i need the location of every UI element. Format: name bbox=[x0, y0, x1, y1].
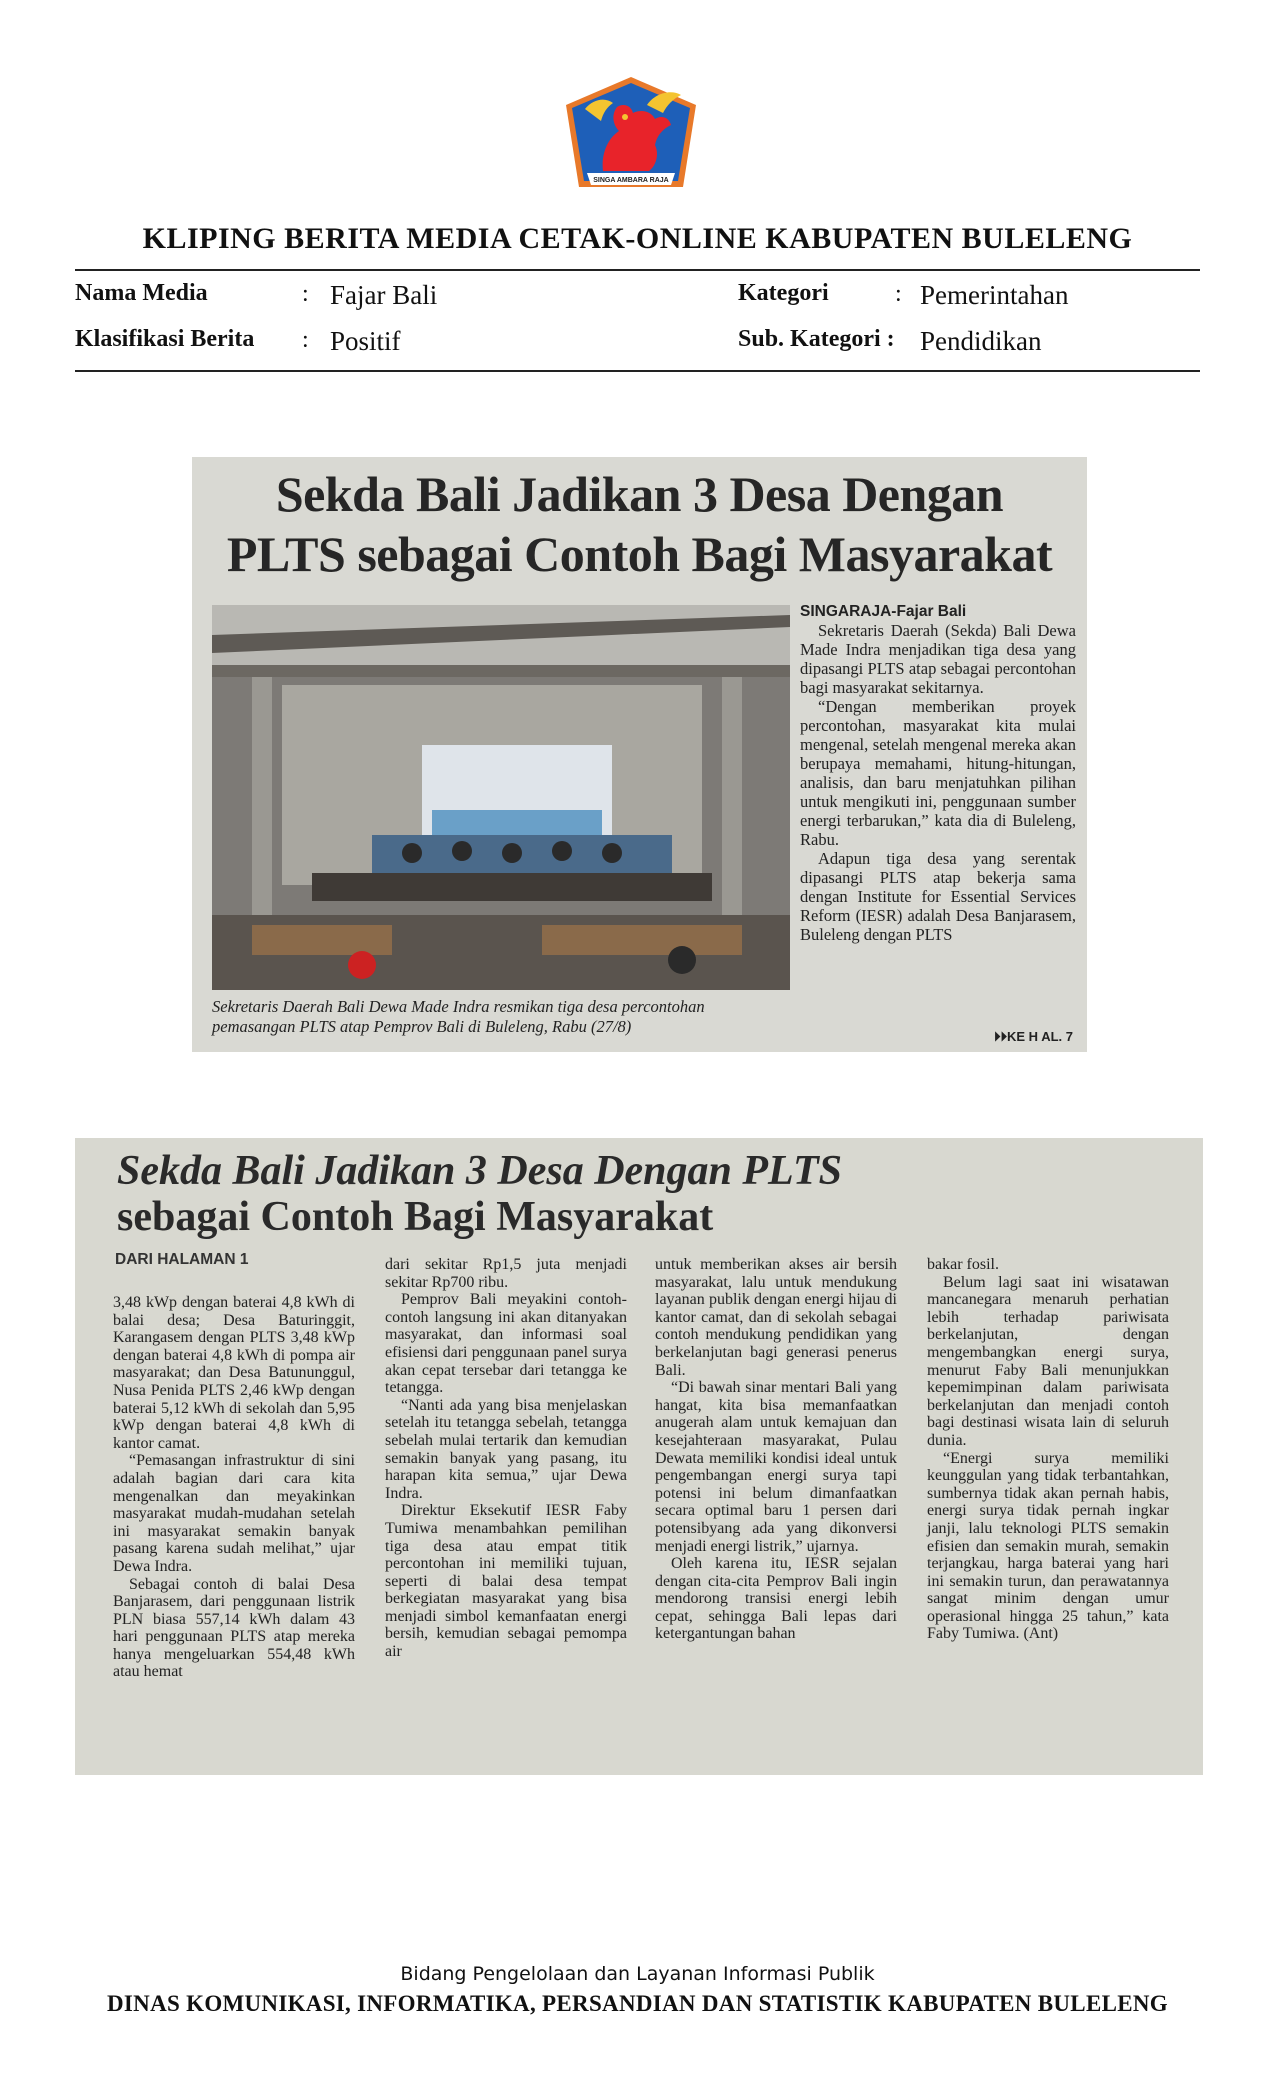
klasifikasi-label: Klasifikasi Berita bbox=[75, 326, 255, 352]
clip2-paragraph: “Pemasangan infrastruktur di sini adalah bagian dari cara kita mengenalkan dan meyakinkan masyarakat mudah-mudahan setelah ini masyarakat semakin banyak pasang karena sudah melihat,” ujar Dewa Indra. bbox=[113, 1452, 355, 1575]
news-clipping-continuation bbox=[75, 1138, 1203, 1775]
continued-marker: ⏵⏵KE H AL. 7 bbox=[994, 1029, 1073, 1044]
clip2-column-2 bbox=[385, 1256, 627, 1661]
clip2-paragraph: “Nanti ada yang bisa menjelaskan setelah itu tetangga sebelah, tetangga sebelah mulai tertarik dan kemudian semakin banyak yang pasang, itu harapan kita semua,” ujar Dewa Indra. bbox=[385, 1396, 627, 1502]
emblem-motto: SINGA AMBARA RAJA bbox=[593, 177, 669, 184]
footer-division: Bidang Pengelolaan dan Layanan Informasi Publik bbox=[400, 1963, 875, 1985]
klasifikasi-colon: : bbox=[302, 327, 309, 353]
dateline: SINGARAJA-Fajar Bali bbox=[800, 603, 967, 620]
klasifikasi-value: Positif bbox=[330, 326, 401, 356]
clip2-paragraph: Direktur Eksekutif IESR Faby Tumiwa menambahkan pemilihan tiga desa atau empat titik percontohan ini memiliki tujuan, seperti di balai desa tempat berkegiatan masyarakat yang bisa menjadi simbol kemanfaatan energi bersih, kemudian sebagai pemompa air bbox=[385, 1502, 627, 1661]
clip2-paragraph: untuk memberikan akses air bersih masyarakat, lalu untuk mendukung layanan publik dengan energi hijau di kantor camat, dan di sekolah sebagai contoh mendukung pendidikan yang berkelanjutan bagi generasi penerus Bali. bbox=[655, 1256, 897, 1379]
sub-kategori-value: Pendidikan bbox=[920, 326, 1042, 356]
page-title: KLIPING BERITA MEDIA CETAK-ONLINE KABUPATEN BULELENG bbox=[142, 222, 1133, 255]
clip1-paragraph: Sekretaris Daerah (Sekda) Bali Dewa Made Indra menjadikan tiga desa yang dipasangi PLTS atap sebagai percontohan bagi masyarakat sekitarnya. bbox=[800, 621, 1076, 697]
header-rule-top bbox=[75, 269, 1200, 271]
clip2-paragraph: “Energi surya memiliki keunggulan yang tidak terbantahkan, sumbernya tidak akan pernah habis, energi surya tidak pernah ingkar janji, lalu teknologi PLTS semakin efisien dan semakin murah, semakin terjangkau, harga baterai yang hari ini semakin turun, dan perawatannya sangat minim dengan umur operasional hingga 25 tahun,” kata Faby Tumiwa. (Ant) bbox=[927, 1449, 1169, 1643]
kategori-value: Pemerintahan bbox=[920, 280, 1069, 310]
photo-caption: Sekretaris Daerah Bali Dewa Made Indra resmikan tiga desa percontohan pemasangan PLTS atap Pemprov Bali di Buleleng, Rabu (27/8) bbox=[212, 997, 705, 1036]
header-rule-bottom bbox=[75, 370, 1200, 372]
clip1-article-text bbox=[800, 602, 1076, 944]
kategori-label: Kategori bbox=[738, 280, 829, 306]
event-photo bbox=[212, 605, 790, 990]
clip2-paragraph: Oleh karena itu, IESR sejalan dengan cita-cita Pemprov Bali ingin mendorong transisi energi lebih cepat, sehingga Bali lepas dari ketergantungan bahan bbox=[655, 1555, 897, 1643]
footer-agency: DINAS KOMUNIKASI, INFORMATIKA, PERSANDIAN DAN STATISTIK KABUPATEN BULELENG bbox=[107, 1991, 1168, 2016]
clip2-column-1 bbox=[113, 1294, 355, 1681]
clip1-headline-line1: Sekda Bali Jadikan 3 Desa Dengan bbox=[275, 466, 1004, 522]
clip1-headline-line2: PLTS sebagai Contoh Bagi Masyarakat bbox=[226, 526, 1053, 582]
from-page-label: DARI HALAMAN 1 bbox=[115, 1251, 249, 1268]
clip1-paragraph: Adapun tiga desa yang serentak dipasangi PLTS atap bekerja sama dengan Institute for Essential Services Reform (IESR) adalah Desa Banjarasem, Buleleng dengan PLTS bbox=[800, 849, 1076, 944]
clip2-paragraph: bakar fosil. bbox=[927, 1256, 999, 1273]
clip2-paragraph: 3,48 kWp dengan baterai 4,8 kWh di balai desa; Desa Baturinggit, Karangasem dengan PLTS 3,48 kWp dengan baterai 4,8 kWh di pompa air masyarakat; dan Desa Batununggul, Nusa Penida PLTS 2,46 kWp dengan baterai 5,12 kWh di sekolah dan 5,95 kWp dengan baterai 4,8 kWh di kantor camat. bbox=[113, 1294, 355, 1452]
nama-media-colon: : bbox=[302, 281, 309, 307]
clip2-paragraph: Belum lagi saat ini wisatawan mancanegara menaruh perhatian lebih terhadap pariwisata berkelanjutan, dengan mengembangkan energi surya, menurut Faby Bali menunjukkan kepemimpinan dalam pariwisata berkelanjutan dan menjadi contoh bagi destinasi wisata lain di seluruh dunia. bbox=[927, 1273, 1169, 1449]
clip2-headline-line2: sebagai Contoh Bagi Masyarakat bbox=[117, 1194, 714, 1240]
nama-media-value: Fajar Bali bbox=[330, 280, 438, 310]
clip1-paragraph: “Dengan memberikan proyek percontohan, masyarakat kita mulai mengenal, setelah mengenal mereka akan berupaya memahami, hitung-hitungan, analisis, dan baru menjatuhkan pilihan untuk mengikuti ini, penggunaan sumber energi terbarukan,” kata dia di Buleleng, Rabu. bbox=[800, 697, 1076, 849]
buleleng-regency-emblem bbox=[563, 75, 699, 199]
clip2-column-3 bbox=[655, 1256, 897, 1643]
lion-emblem-icon bbox=[563, 75, 699, 199]
kategori-colon: : bbox=[895, 281, 902, 307]
clip2-column-4 bbox=[927, 1256, 1169, 1643]
clip2-paragraph: Pemprov Bali meyakini contoh-contoh langsung ini akan ditanyakan masyarakat, dan informasi soal efisiensi dari penggunaan panel surya akan cepat tersebar dari tetangga ke tetangga. bbox=[385, 1291, 627, 1397]
clip2-paragraph: Sebagai contoh di balai Desa Banjarasem, dari penggunaan listrik PLN biasa 557,14 kWh dalam 43 hari penggunaan PLTS atap mereka hanya mengeluarkan 554,48 kWh atau hemat bbox=[113, 1575, 355, 1681]
nama-media-label: Nama Media bbox=[75, 280, 208, 306]
clip2-paragraph: dari sekitar Rp1,5 juta menjadi sekitar Rp700 ribu. bbox=[385, 1256, 627, 1291]
news-clipping-front-page bbox=[192, 457, 1087, 1052]
sub-kategori-label: Sub. Kategori : bbox=[738, 326, 895, 352]
clip2-paragraph: “Di bawah sinar mentari Bali yang hangat, kita bisa memanfaatkan anugerah alam untuk kemajuan dan kesejahteraan masyarakat, Pulau Dewata memiliki kondisi ideal untuk pengembangan energi surya tapi potensi ini belum dimanfaatkan secara optimal baru 1 persen dari potensibyang ada yang dikonversi menjadi energi listrik,” ujarnya. bbox=[655, 1379, 897, 1555]
clip2-headline-line1: Sekda Bali Jadikan 3 Desa Dengan PLTS bbox=[117, 1148, 842, 1194]
